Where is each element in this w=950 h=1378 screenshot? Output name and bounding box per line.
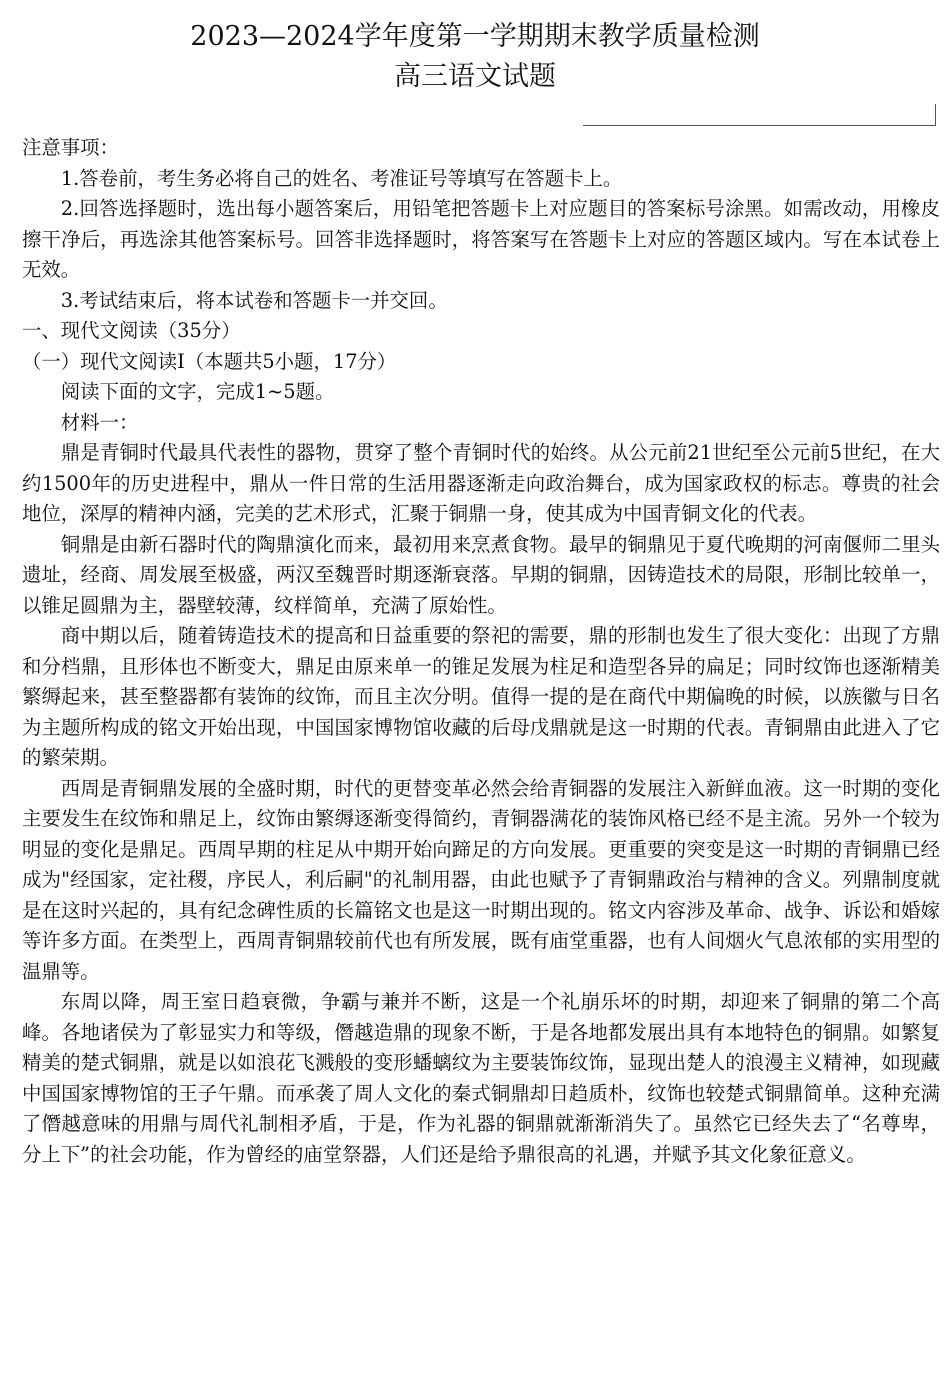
reading-instruction: 阅读下面的文字，完成1~5题。	[60, 380, 335, 403]
paragraph: 东周以降，周王室日趋衰微，争霸与兼并不断，这是一个礼崩乐坏的时期，却迎来了铜鼎的第二个高峰。各地诸侯为了彰显实力和等级，僭越造鼎的现象不断，于是各地都发展出具有本地特色的铜鼎。如繁复精美的楚式铜鼎，就是以如浪花飞溅般的变形蟠螭纹为主要装饰纹饰，显现出楚人的浪漫主义精神，如现藏中国国家博物馆的王子午鼎。而承袭了周人文化的秦式铜鼎却日趋质朴，纹饰也较楚式铜鼎简单。这种充满了僭越意味的用鼎与周代礼制相矛盾，于是，作为礼器的铜鼎就渐渐消失了。虽然它已经失去了“名尊卑，分上下”的社会功能，作为曾经的庙堂祭器，人们还是给予鼎很高的礼遇，并赋予其文化象征意义。	[22, 990, 940, 1166]
exam-header	[0, 18, 950, 96]
score-box-line	[583, 125, 936, 126]
exam-title: 2023—2024学年度第一学期期末教学质量检测	[190, 21, 760, 52]
exam-body	[22, 133, 940, 1170]
notice-item-2: 2.回答选择题时，选出每小题答案后，用铅笔把答题卡上对应题目的答案标号涂黑。如需改动，用橡皮擦干净后，再选涂其他答案标号。回答非选择题时，将答案写在答题卡上对应的答题区域内。写在本试卷上无效。	[22, 197, 940, 281]
material-label: 材料一：	[60, 410, 139, 434]
notice-item-1: 1.答卷前，考生务必将自己的姓名、考准证号等填写在答题卡上。	[60, 166, 623, 190]
paragraph: 商中期以后，随着铸造技术的提高和日益重要的祭祀的需要，鼎的形制也发生了很大变化：出现了方鼎和分档鼎，且形体也不断变大，鼎足由原来单一的锥足发展为柱足和造型各异的扁足；同时纹饰也逐渐精美繁缛起来，甚至整器都有装饰的纹饰，而且主次分明。值得一提的是在商代中期偏晚的时候，以族徽与日名为主题所构成的铭文开始出现，中国国家博物馆收藏的后母戊鼎就是这一时期的代表。青铜鼎由此进入了它的繁荣期。	[22, 624, 940, 769]
section-heading: 一、现代文阅读（35分）	[22, 319, 241, 342]
notice-item-3: 3.考试结束后，将本试卷和答题卡一并交回。	[60, 288, 448, 312]
notice-heading: 注意事项：	[22, 136, 119, 159]
exam-subtitle: 高三语文试题	[394, 61, 556, 92]
paragraph: 鼎是青铜时代最具代表性的器物，贯穿了整个青铜时代的始终。从公元前21世纪至公元前5世纪，在大约1500年的历史进程中，鼎从一件日常的生活用器逐渐走向政治舞台，成为国家政权的标志。尊贵的社会地位，深厚的精神内涵，完美的艺术形式，汇聚于铜鼎一身，使其成为中国青铜文化的代表。	[22, 441, 940, 525]
score-box-edge	[935, 104, 936, 126]
paragraph: 西周是青铜鼎发展的全盛时期，时代的更替变革必然会给青铜器的发展注入新鲜血液。这一时期的变化主要发生在纹饰和鼎足上，纹饰由繁缛逐渐变得简约，青铜器满花的装饰风格已经不是主流。另外一个较为明显的变化是鼎足。西周早期的柱足从中期开始向蹄足的方向发展。更重要的突变是这一时期的青铜鼎已经成为"经国家，定社稷，序民人，利后嗣"的礼制用器，由此也赋予了青铜鼎政治与精神的含义。列鼎制度就是在这时兴起的，具有纪念碑性质的长篇铭文也是这一时期出现的。铭文内容涉及革命、战争、诉讼和婚嫁等许多方面。在类型上，西周青铜鼎较前代也有所发展，既有庙堂重器，也有人间烟火气息浓郁的实用型的温鼎等。	[22, 776, 940, 983]
section-subheading: （一）现代文阅读Ⅰ（本题共5小题，17分）	[22, 349, 397, 373]
paragraph: 铜鼎是由新石器时代的陶鼎演化而来，最初用来烹煮食物。最早的铜鼎见于夏代晚期的河南偃师二里头遗址，经商、周发展至极盛，两汉至魏晋时期逐渐衰落。早期的铜鼎，因铸造技术的局限，形制比较单一，以锥足圆鼎为主，器壁较薄，纹样简单，充满了原始性。	[22, 532, 940, 617]
